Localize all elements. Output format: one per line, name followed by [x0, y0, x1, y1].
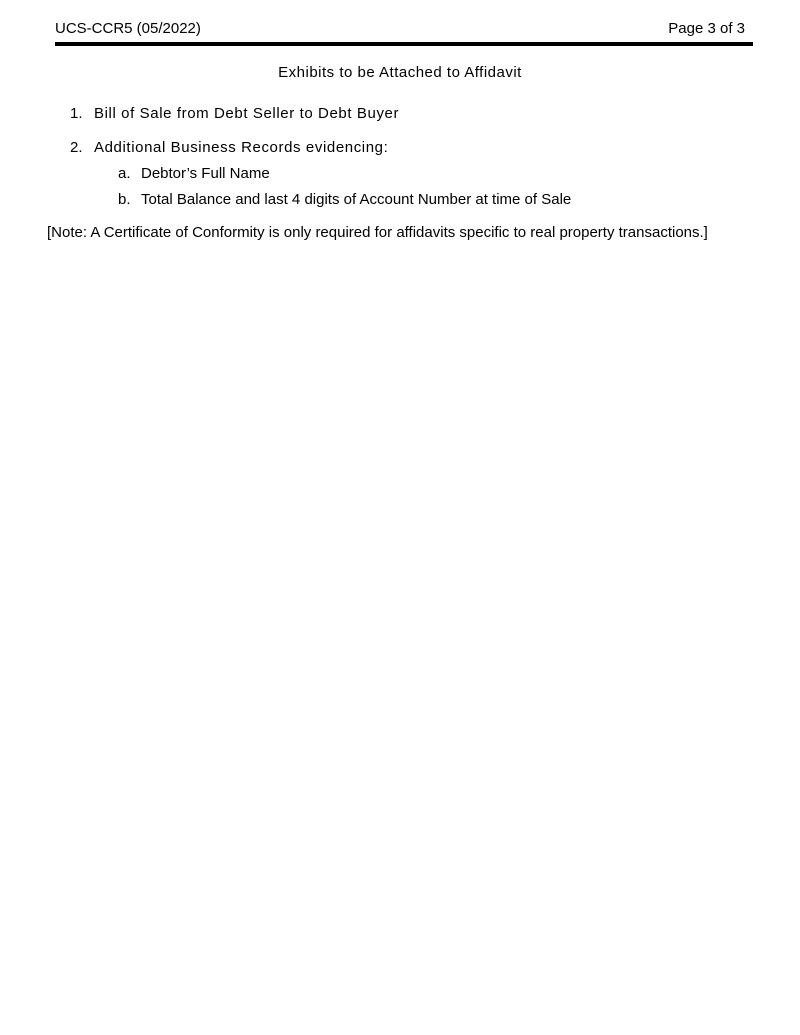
exhibit-subtext: Debtor’s Full Name	[141, 165, 270, 182]
exhibit-text: Bill of Sale from Debt Seller to Debt Buyer	[94, 105, 400, 122]
list-marker: a.	[118, 165, 131, 182]
exhibit-subtext: Total Balance and last 4 digits of Account Number at time of Sale	[141, 191, 572, 208]
exhibit-text: Additional Business Records evidencing:	[94, 139, 389, 156]
page-title: Exhibits to be Attached to Affidavit	[278, 64, 522, 81]
list-marker: 1.	[70, 105, 83, 122]
page-header	[55, 18, 753, 46]
form-id: UCS-CCR5 (05/2022)	[55, 20, 201, 37]
conformity-note: [Note: A Certificate of Conformity is only required for affidavits specific to real property transactions.]	[47, 224, 708, 241]
list-marker: b.	[118, 191, 131, 208]
page-number: Page 3 of 3	[668, 20, 745, 37]
list-marker: 2.	[70, 139, 83, 156]
